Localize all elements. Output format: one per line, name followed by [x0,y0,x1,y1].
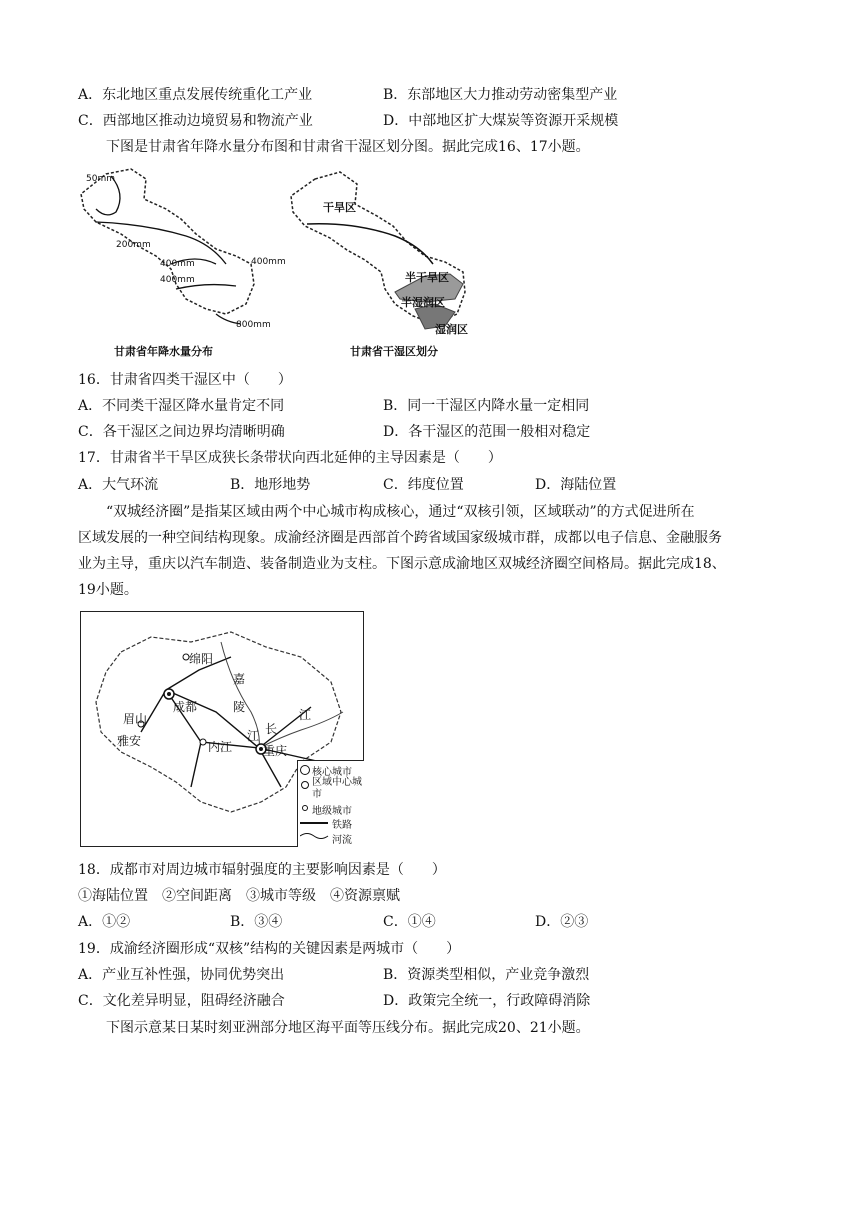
label-semi-humid: 半湿润区 [401,296,445,309]
precipitation-map [76,164,286,344]
river-jia: 嘉 [233,672,246,686]
legend-core-city: 核心城市 [312,767,352,778]
chengdu-marker-dot [167,692,171,696]
chengyu-map [80,611,364,847]
q18-items: ①海陆位置 ②空间距离 ③城市等级 ④资源禀赋 [78,888,400,904]
city-mianyang: 绵阳 [189,652,214,666]
label-arid: 干旱区 [323,201,356,214]
intro-16-17: 下图是甘肃省年降水量分布图和甘肃省干湿区划分图。据此完成16、17小题。 [106,139,590,155]
passage-line-4: 19小题。 [78,582,138,598]
passage-line-1: “双城经济圈”是指某区域由两个中心城市构成核心，通过“双核引领，区域联动”的方式促进所在 [106,504,695,520]
q17-stem: 17．甘肃省半干旱区成狭长条带状向西北延伸的主导因素是（ ） [78,450,502,466]
legend-river-icon [300,831,330,841]
q18-stem: 18．成都市对周边城市辐射强度的主要影响因素是（ ） [78,862,446,878]
q19-option-c: C．文化差异明显，阻碍经济融合 [78,993,285,1009]
q17-option-d: D．海陆位置 [535,477,617,493]
label-400mm-c: 400mm [160,275,195,285]
q16-option-c: C．各干湿区之间边界均清晰明确 [78,424,285,440]
dry-wet-zone-svg [285,164,495,344]
q15-option-d: D．中部地区扩大煤炭等资源开采规模 [383,113,619,129]
q16-option-d: D．各干湿区的范围一般相对稳定 [383,424,591,440]
q17-option-b: B．地形地势 [230,477,311,493]
dry-wet-zone-map [285,164,495,344]
label-humid: 湿润区 [435,323,468,336]
q19-option-a: A．产业互补性强，协同优势突出 [78,967,285,983]
q16-option-b: B．同一干湿区内降水量一定相同 [383,398,590,414]
label-50mm: 50mm [86,174,115,184]
river-chang: 长 [265,722,278,736]
q18-option-a: A．①② [78,914,131,930]
label-800mm: 800mm [236,320,271,330]
city-chengdu: 成都 [173,700,198,714]
legend-prefecture-city-icon [302,805,308,811]
neijiang-marker [200,739,206,745]
q15-option-b: B．东部地区大力推动劳动密集型产业 [383,87,618,103]
legend-prefecture-city: 地级城市 [312,806,352,817]
passage-line-2: 区域发展的一种空间结构现象。成渝经济圈是西部首个跨省域国家级城市群，成都以电子信息、金融服务 [78,530,722,546]
legend-river: 河流 [332,835,352,846]
label-400mm-b: 400mm [251,257,286,267]
legend-core-city-icon [300,765,310,775]
fig1-caption: 甘肃省年降水量分布 [114,345,213,358]
q18-option-d: D．②③ [535,914,589,930]
city-meishan: 眉山 [123,712,148,726]
fig2-caption: 甘肃省干湿区划分 [350,345,438,358]
q19-option-d: D．政策完全统一，行政障碍消除 [383,993,591,1009]
river-ling: 陵 [233,700,246,714]
precipitation-map-svg [76,164,276,344]
label-400mm-a: 400mm [160,259,195,269]
q19-stem: 19．成渝经济圈形成“双核”结构的关键因素是两城市（ ） [78,941,461,957]
river-jiang-a: 江 [247,729,260,743]
q16-stem: 16．甘肃省四类干湿区中（ ） [78,372,292,388]
city-neijiang: 内江 [208,740,233,754]
q15-option-a: A．东北地区重点发展传统重化工产业 [78,87,313,103]
railway-network [141,657,321,787]
label-semi-arid: 半干旱区 [405,271,449,284]
legend-regional-city: 区域中心城市 [312,777,362,800]
city-yaan: 雅安 [117,734,142,748]
q17-option-a: A．大气环流 [78,477,159,493]
q17-option-c: C．纬度位置 [383,477,464,493]
q19-option-b: B．资源类型相似，产业竞争激烈 [383,967,590,983]
legend-regional-city-icon [301,781,309,789]
province-outline [81,169,254,314]
q15-option-c: C．西部地区推动边境贸易和物流产业 [78,113,313,129]
city-chongqing: 重庆 [263,744,288,758]
legend-railway: 铁路 [332,820,352,831]
boundary-arid [307,224,433,264]
label-200mm: 200mm [116,240,151,250]
legend-railway-icon [300,822,328,824]
map-legend [297,760,364,847]
q18-option-c: C．①④ [383,914,436,930]
river-jiang-b: 江 [299,708,312,722]
q16-option-a: A．不同类干湿区降水量肯定不同 [78,398,285,414]
passage-line-3: 业为主导，重庆以汽车制造、装备制造业为支柱。下图示意成渝地区双城经济圈空间格局。据此完成18、 [78,556,726,572]
intro-20-21: 下图示意某日某时刻亚洲部分地区海平面等压线分布。据此完成20、21小题。 [106,1020,590,1036]
q18-option-b: B．③④ [230,914,283,930]
isoline-400-b [176,285,236,289]
